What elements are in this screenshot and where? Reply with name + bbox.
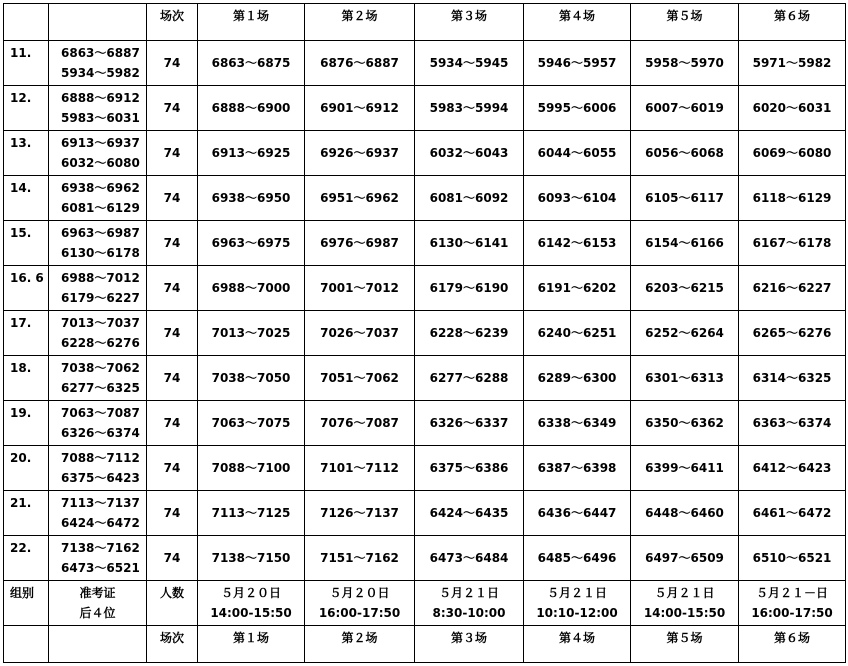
admission-range bbox=[49, 221, 147, 266]
student-count: 74 bbox=[147, 131, 198, 176]
session-range: 6020～6031 bbox=[739, 86, 846, 131]
session-range: 7013～7025 bbox=[198, 311, 305, 356]
session-range: 6926～6937 bbox=[305, 131, 415, 176]
table-row bbox=[4, 221, 846, 266]
session-hours: 10:10-12:00 bbox=[536, 606, 618, 620]
group-number: 16. 6 bbox=[4, 266, 49, 311]
session-range: 7126～7137 bbox=[305, 491, 415, 536]
table-row bbox=[4, 536, 846, 581]
session-range: 6399～6411 bbox=[631, 446, 739, 491]
student-count: 74 bbox=[147, 446, 198, 491]
session-range: 6118～6129 bbox=[739, 176, 846, 221]
group-number: 17. bbox=[4, 311, 49, 356]
session-range: 6044～6055 bbox=[524, 131, 631, 176]
session-range: 7113～7125 bbox=[198, 491, 305, 536]
admission-range-line-1: 7063～7087 bbox=[61, 406, 140, 420]
admission-range-line-1: 7138～7162 bbox=[61, 541, 140, 555]
group-number: 22. bbox=[4, 536, 49, 581]
session-range: 7151～7162 bbox=[305, 536, 415, 581]
session-range: 6240～6251 bbox=[524, 311, 631, 356]
session-range: 6510～6521 bbox=[739, 536, 846, 581]
session-range: 6301～6313 bbox=[631, 356, 739, 401]
footer-empty-group bbox=[4, 626, 49, 663]
admission-range bbox=[49, 536, 147, 581]
session-range: 6485～6496 bbox=[524, 536, 631, 581]
admission-label-line-2: 后４位 bbox=[79, 606, 116, 620]
admission-range-line-1: 6938～6962 bbox=[61, 181, 140, 195]
footer-empty-zk bbox=[49, 626, 147, 663]
session-range: 6069～6080 bbox=[739, 131, 846, 176]
admission-range-line-2: 6375～6423 bbox=[61, 471, 140, 485]
table-row bbox=[4, 401, 846, 446]
session-range: 6154～6166 bbox=[631, 221, 739, 266]
student-count: 74 bbox=[147, 176, 198, 221]
admission-range-line-2: 5934～5982 bbox=[61, 66, 140, 80]
group-number: 15. bbox=[4, 221, 49, 266]
student-count: 74 bbox=[147, 266, 198, 311]
exam-schedule-table bbox=[3, 3, 846, 663]
group-number: 20. bbox=[4, 446, 49, 491]
admission-range bbox=[49, 86, 147, 131]
admission-range-line-2: 5983～6031 bbox=[61, 111, 140, 125]
session-range: 6448～6460 bbox=[631, 491, 739, 536]
group-number: 11. bbox=[4, 41, 49, 86]
session-range: 6277～6288 bbox=[415, 356, 524, 401]
session-date: ５月２０日 bbox=[329, 586, 390, 600]
session-range: 5983～5994 bbox=[415, 86, 524, 131]
admission-range bbox=[49, 446, 147, 491]
session-hours: 16:00-17:50 bbox=[318, 606, 401, 620]
session-range: 6901～6912 bbox=[305, 86, 415, 131]
session-range: 6988～7000 bbox=[198, 266, 305, 311]
student-count: 74 bbox=[147, 221, 198, 266]
footer-session-label: 场次 bbox=[147, 626, 198, 663]
table-row bbox=[4, 266, 846, 311]
count-label: 人数 bbox=[147, 581, 198, 626]
admission-label-line-1: 准考证 bbox=[79, 586, 116, 600]
footer-row bbox=[4, 626, 846, 663]
session-hours: 8:30-10:00 bbox=[432, 606, 506, 620]
admission-range bbox=[49, 41, 147, 86]
session-range: 6007～6019 bbox=[631, 86, 739, 131]
header-session-2: 第２场 bbox=[305, 4, 415, 41]
group-label: 组别 bbox=[4, 581, 49, 626]
session-date: ５月２１日 bbox=[654, 586, 715, 600]
table-row bbox=[4, 41, 846, 86]
session-range: 6976～6987 bbox=[305, 221, 415, 266]
group-number: 14. bbox=[4, 176, 49, 221]
session-time bbox=[739, 581, 846, 626]
student-count: 74 bbox=[147, 401, 198, 446]
session-range: 6951～6962 bbox=[305, 176, 415, 221]
session-range: 6473～6484 bbox=[415, 536, 524, 581]
session-range: 7138～7150 bbox=[198, 536, 305, 581]
session-range: 7038～7050 bbox=[198, 356, 305, 401]
session-range: 6424～6435 bbox=[415, 491, 524, 536]
header-session-3: 第３场 bbox=[415, 4, 524, 41]
footer-session: 第６场 bbox=[739, 626, 846, 663]
session-range: 6105～6117 bbox=[631, 176, 739, 221]
info-row bbox=[4, 581, 846, 626]
admission-range bbox=[49, 131, 147, 176]
admission-label bbox=[49, 581, 147, 626]
header-session-4: 第４场 bbox=[524, 4, 631, 41]
student-count: 74 bbox=[147, 536, 198, 581]
session-range: 5995～6006 bbox=[524, 86, 631, 131]
session-hours: 16:00-17:50 bbox=[751, 606, 833, 620]
header-session-1: 第１场 bbox=[198, 4, 305, 41]
session-range: 6888～6900 bbox=[198, 86, 305, 131]
admission-range-line-2: 6473～6521 bbox=[61, 561, 140, 575]
session-range: 6338～6349 bbox=[524, 401, 631, 446]
admission-range-line-1: 7113～7137 bbox=[61, 496, 140, 510]
session-range: 7001～7012 bbox=[305, 266, 415, 311]
admission-range-line-2: 6424～6472 bbox=[61, 516, 140, 530]
footer-session: 第２场 bbox=[305, 626, 415, 663]
session-date: ５月２０日 bbox=[220, 586, 281, 600]
session-range: 6350～6362 bbox=[631, 401, 739, 446]
session-range: 7076～7087 bbox=[305, 401, 415, 446]
session-range: 6913～6925 bbox=[198, 131, 305, 176]
session-range: 7051～7062 bbox=[305, 356, 415, 401]
session-range: 7101～7112 bbox=[305, 446, 415, 491]
session-range: 6081～6092 bbox=[415, 176, 524, 221]
admission-range-line-2: 6130～6178 bbox=[61, 246, 140, 260]
group-number: 18. bbox=[4, 356, 49, 401]
session-range: 6963～6975 bbox=[198, 221, 305, 266]
session-range: 6387～6398 bbox=[524, 446, 631, 491]
student-count: 74 bbox=[147, 491, 198, 536]
group-number: 19. bbox=[4, 401, 49, 446]
session-range: 6179～6190 bbox=[415, 266, 524, 311]
session-range: 6142～6153 bbox=[524, 221, 631, 266]
admission-range-line-2: 6277～6325 bbox=[61, 381, 140, 395]
session-range: 6203～6215 bbox=[631, 266, 739, 311]
session-time bbox=[415, 581, 524, 626]
session-date: ５月２１日 bbox=[438, 586, 499, 600]
session-range: 6056～6068 bbox=[631, 131, 739, 176]
admission-range bbox=[49, 491, 147, 536]
header-empty-zk bbox=[49, 4, 147, 41]
footer-session: 第４场 bbox=[524, 626, 631, 663]
session-range: 6191～6202 bbox=[524, 266, 631, 311]
student-count: 74 bbox=[147, 356, 198, 401]
header-session-6: 第６场 bbox=[739, 4, 846, 41]
session-range: 6938～6950 bbox=[198, 176, 305, 221]
session-range: 6326～6337 bbox=[415, 401, 524, 446]
footer-session: 第１场 bbox=[198, 626, 305, 663]
session-range: 6363～6374 bbox=[739, 401, 846, 446]
header-empty-group bbox=[4, 4, 49, 41]
session-hours: 14:00-15:50 bbox=[210, 606, 292, 620]
header-row bbox=[4, 4, 846, 41]
session-time bbox=[198, 581, 305, 626]
student-count: 74 bbox=[147, 311, 198, 356]
session-range: 7026～7037 bbox=[305, 311, 415, 356]
group-number: 13. bbox=[4, 131, 49, 176]
admission-range-line-2: 6032～6080 bbox=[61, 156, 140, 170]
session-range: 6436～6447 bbox=[524, 491, 631, 536]
admission-range-line-2: 6081～6129 bbox=[61, 201, 140, 215]
table-row bbox=[4, 176, 846, 221]
session-time bbox=[524, 581, 631, 626]
session-range: 5934～5945 bbox=[415, 41, 524, 86]
table-row bbox=[4, 491, 846, 536]
session-time bbox=[631, 581, 739, 626]
session-range: 6216～6227 bbox=[739, 266, 846, 311]
admission-range bbox=[49, 401, 147, 446]
footer-session: 第５场 bbox=[631, 626, 739, 663]
session-date: ５月２１日 bbox=[546, 586, 607, 600]
footer-session: 第３场 bbox=[415, 626, 524, 663]
admission-range-line-1: 7013～7037 bbox=[61, 316, 140, 330]
session-range: 6497～6509 bbox=[631, 536, 739, 581]
admission-range-line-2: 6326～6374 bbox=[61, 426, 140, 440]
session-range: 6032～6043 bbox=[415, 131, 524, 176]
session-range: 6876～6887 bbox=[305, 41, 415, 86]
admission-range-line-1: 6988～7012 bbox=[61, 271, 140, 285]
session-range: 6314～6325 bbox=[739, 356, 846, 401]
session-range: 5958～5970 bbox=[631, 41, 739, 86]
session-range: 6412～6423 bbox=[739, 446, 846, 491]
admission-range-line-1: 6913～6937 bbox=[61, 136, 140, 150]
admission-range bbox=[49, 356, 147, 401]
table-row bbox=[4, 86, 846, 131]
session-range: 5971～5982 bbox=[739, 41, 846, 86]
admission-range-line-1: 7088～7112 bbox=[61, 451, 140, 465]
session-range: 5946～5957 bbox=[524, 41, 631, 86]
group-number: 21. bbox=[4, 491, 49, 536]
session-range: 6228～6239 bbox=[415, 311, 524, 356]
session-range: 7063～7075 bbox=[198, 401, 305, 446]
group-number: 12. bbox=[4, 86, 49, 131]
session-range: 6265～6276 bbox=[739, 311, 846, 356]
admission-range-line-2: 6179～6227 bbox=[61, 291, 140, 305]
session-range: 6130～6141 bbox=[415, 221, 524, 266]
session-range: 6289～6300 bbox=[524, 356, 631, 401]
session-time bbox=[305, 581, 415, 626]
session-range: 6375～6386 bbox=[415, 446, 524, 491]
session-range: 7088～7100 bbox=[198, 446, 305, 491]
session-range: 6863～6875 bbox=[198, 41, 305, 86]
table-row bbox=[4, 356, 846, 401]
admission-range bbox=[49, 266, 147, 311]
session-range: 6093～6104 bbox=[524, 176, 631, 221]
admission-range-line-2: 6228～6276 bbox=[61, 336, 140, 350]
admission-range-line-1: 7038～7062 bbox=[61, 361, 140, 375]
student-count: 74 bbox=[147, 41, 198, 86]
session-range: 6461～6472 bbox=[739, 491, 846, 536]
student-count: 74 bbox=[147, 86, 198, 131]
admission-range bbox=[49, 176, 147, 221]
table-row bbox=[4, 311, 846, 356]
header-session-5: 第５场 bbox=[631, 4, 739, 41]
table-row bbox=[4, 446, 846, 491]
admission-range-line-1: 6888～6912 bbox=[61, 91, 140, 105]
table-row bbox=[4, 131, 846, 176]
session-hours: 14:00-15:50 bbox=[643, 606, 726, 620]
session-date: ５月２１－日 bbox=[755, 586, 828, 600]
header-session-label: 场次 bbox=[147, 4, 198, 41]
session-range: 6167～6178 bbox=[739, 221, 846, 266]
admission-range-line-1: 6963～6987 bbox=[61, 226, 140, 240]
admission-range bbox=[49, 311, 147, 356]
admission-range-line-1: 6863～6887 bbox=[61, 46, 140, 60]
session-range: 6252～6264 bbox=[631, 311, 739, 356]
